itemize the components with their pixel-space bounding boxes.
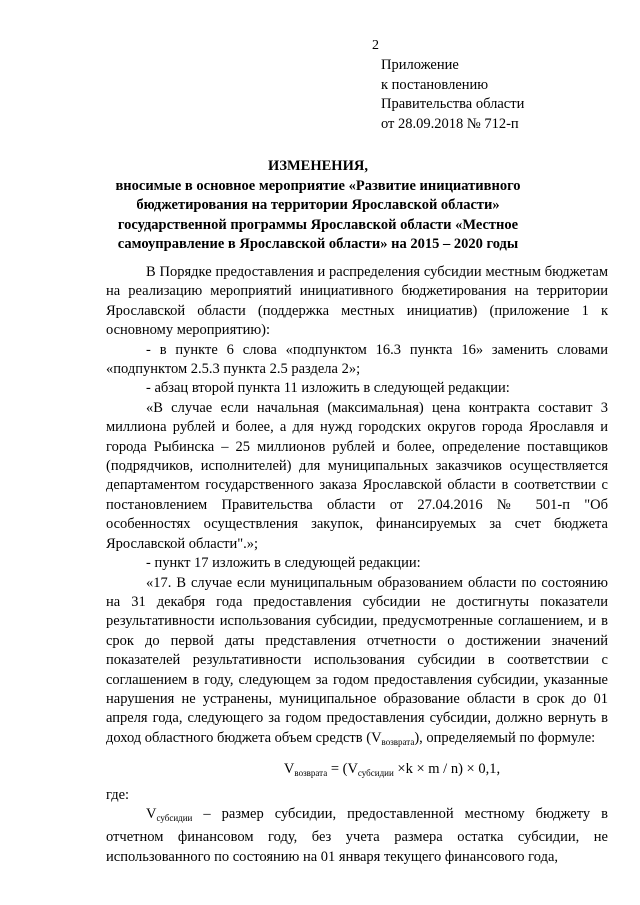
where-label: где: [106,786,130,803]
paragraph-text: – размер субсидии, предоставленной местному бюджету в отчетном финансовом году, без учета размера остатка субсидии, не использованного по состоянию на 01 января текущего финансового года, [106,805,608,865]
appendix-line: Приложение [381,57,459,73]
formula-text: ×k × m / n) × 0,1, [393,761,501,778]
subscript: субсидии [156,812,193,823]
paragraph-text: «17. В случае если муниципальным образованием области по состоянию на 31 декабря года предоставления субсидии не достигнуты показатели результативности использования субсидии, предусмотренные соглашением, и в срок до первой даты представления отчетности о достижении значений показателей результативности использования субсидии в соответствии с соглашением в году, следующем за годом предоставления субсидии, указанные нарушения не устранены, муниципальное образование области в срок до 01 апреля года, следующего за годом предоставления субсидии, должно вернуть в доход областного бюджета объем средств [106,574,608,746]
document-title [90,157,546,255]
symbol: (V [366,729,382,746]
page-number: 2 [372,38,379,53]
document-body [106,263,608,867]
symbol: V [146,805,157,822]
appendix-line: Правительства области [381,96,525,112]
subscript: возврата [381,736,415,747]
subscript: субсидии [357,768,394,779]
appendix-line: от 28.09.2018 № 712-п [381,115,519,132]
paragraph-text: ), определяемый по формуле: [414,729,596,746]
symbol: V [283,761,295,778]
appendix-header [381,56,524,134]
formula-text: = (V [327,761,358,778]
paragraph: - пункт 17 изложить в следующей редакции: [146,555,421,572]
paragraph: - абзац второй пункта 11 изложить в следующей редакции: [146,380,510,397]
paragraph [106,805,608,867]
paragraph [106,574,608,753]
title-heading: ИЗМЕНЕНИЯ, [268,158,368,174]
paragraph: В Порядке предоставления и распределения субсидии местным бюджетам на реализацию мероприятий инициативного бюджетирования на территории Ярославской области (поддержка местных инициатив) (приложение 1 к основному мероприятию): [106,264,608,339]
appendix-line: к постановлению [381,76,489,93]
paragraph: «В случае если начальная (максимальная) цена контракта составит 3 миллиона рублей и более, а для нужд городских округов города Ярославля и города Рыбинска – 25 миллионов рублей и более, определение поставщиков (подрядчиков, исполнителей) для муниципальных заказчиков осуществляется департаментом государственного заказа Ярославской области в соответствии с постановлением Правительства области от 27.04.2016 № 501-п "Об особенностях осуществления закупок, финансируемых за счет бюджета Ярославской области".»; [106,399,608,552]
subscript: возврата [294,768,328,779]
paragraph: - в пункте 6 слова «подпунктом 16.3 пункта 16» заменить словами «подпунктом 2.5.3 пункта 2.5 раздела 2»; [106,341,608,378]
title-subheading: вносимые в основное мероприятие «Развитие инициативного бюджетирования на территории Ярославской области» государственной программы Ярославской области «Местное самоуправление в Ярославской области» на 2015 – 2020 годы [115,177,521,252]
formula [106,760,608,783]
